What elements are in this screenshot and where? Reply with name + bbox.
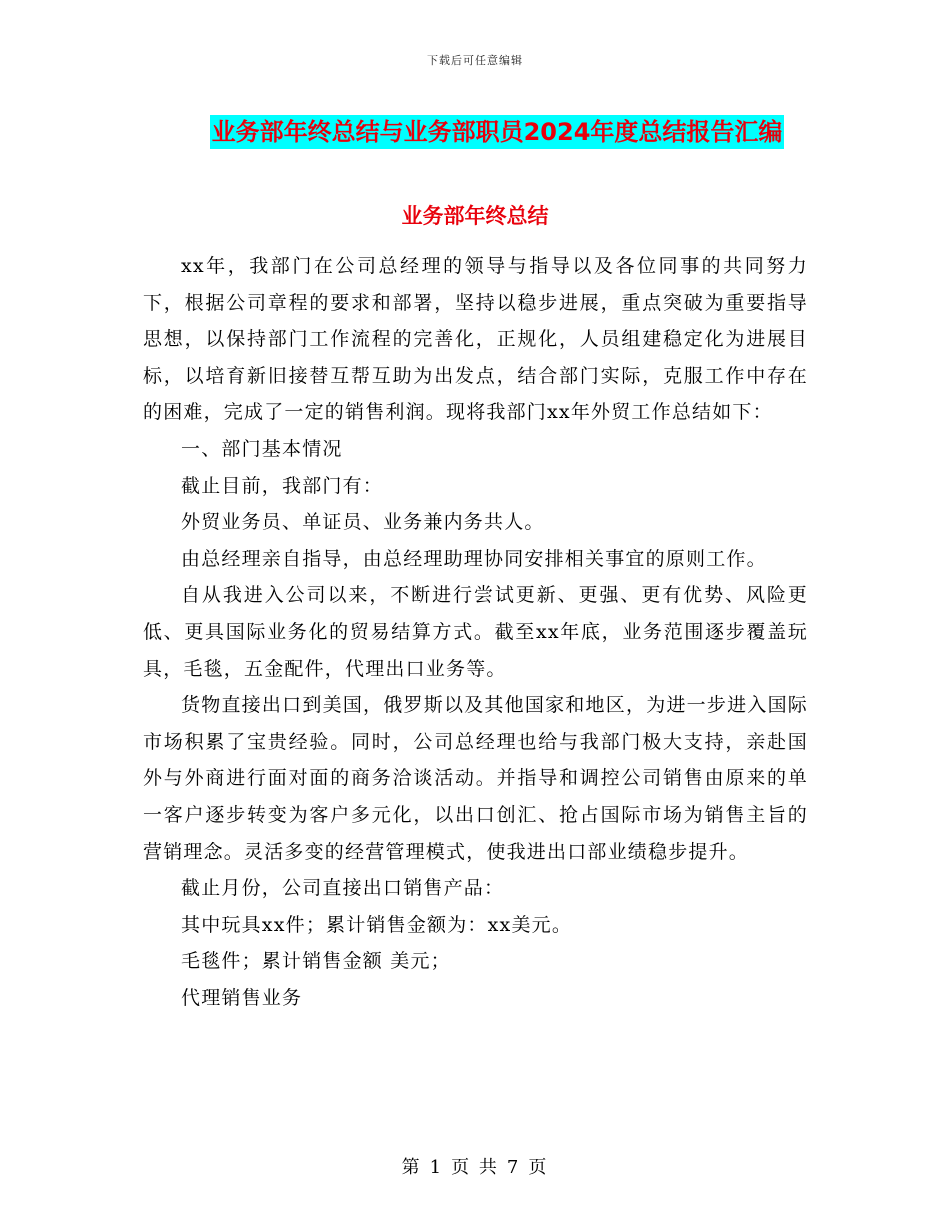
page-label-suffix: 页: [528, 1157, 549, 1178]
paragraph: 其中玩具xx件；累计销售金额为：xx美元。: [181, 913, 573, 936]
section-title: 业务部年终总结: [401, 204, 549, 228]
paragraph: 货物直接出口到美国，俄罗斯以及其他国家和地区，为进一步进入国际市场积累了宝贵经验。同时，公司总经理也给与我部门极大支持，亲赴国外与外商进行面对面的商务洽谈活动。并指导和调控公司销售由原来的单一客户逐步转变为客户多元化，以出口创汇、抢占国际市场为销售主旨的营销理念。灵活多变的经营管理模式，使我进出口部业绩稳步提升。: [143, 694, 808, 863]
document-title: 业务部年终总结与业务部职员2024年度总结报告汇编: [210, 115, 785, 149]
paragraph: 外贸业务员、单证员、业务兼内务共人。: [181, 511, 545, 534]
paragraph: 毛毯件；累计销售金额 美元；: [181, 950, 451, 973]
paragraph: 截止目前，我部门有：: [181, 474, 384, 497]
page-current: 1: [429, 1157, 444, 1178]
paragraph: 代理销售业务: [181, 986, 303, 1009]
page-header-note: 下载后可任意编辑: [427, 54, 523, 67]
document-title-container: [0, 115, 950, 149]
page-label-prefix: 第: [401, 1157, 422, 1178]
paragraph: 自从我进入公司以来，不断进行尝试更新、更强、更有优势、风险更低、更具国际业务化的贸易结算方式。截至xx年底，业务范围逐步覆盖玩具，毛毯，五金配件，代理出口业务等。: [143, 584, 808, 680]
paragraph: 截止月份，公司直接出口销售产品：: [181, 877, 505, 900]
paragraph: 一、部门基本情况: [181, 437, 343, 460]
page-label-mid: 页 共: [451, 1157, 499, 1178]
page-total: 7: [506, 1157, 521, 1178]
paragraph: 由总经理亲自指导，由总经理助理协同安排相关事宜的原则工作。: [181, 547, 767, 570]
page-footer: [0, 1153, 950, 1179]
document-body: [143, 248, 808, 1016]
paragraph: xx年，我部门在公司总经理的领导与指导以及各位同事的共同努力下，根据公司章程的要求和部署，坚持以稳步进展，重点突破为重要指导思想，以保持部门工作流程的完善化，正规化，人员组建稳定化为进展目标，以培育新旧接替互帮互助为出发点，结合部门实际，克服工作中存在的困难，完成了一定的销售利润。现将我部门xx年外贸工作总结如下：: [143, 255, 808, 424]
